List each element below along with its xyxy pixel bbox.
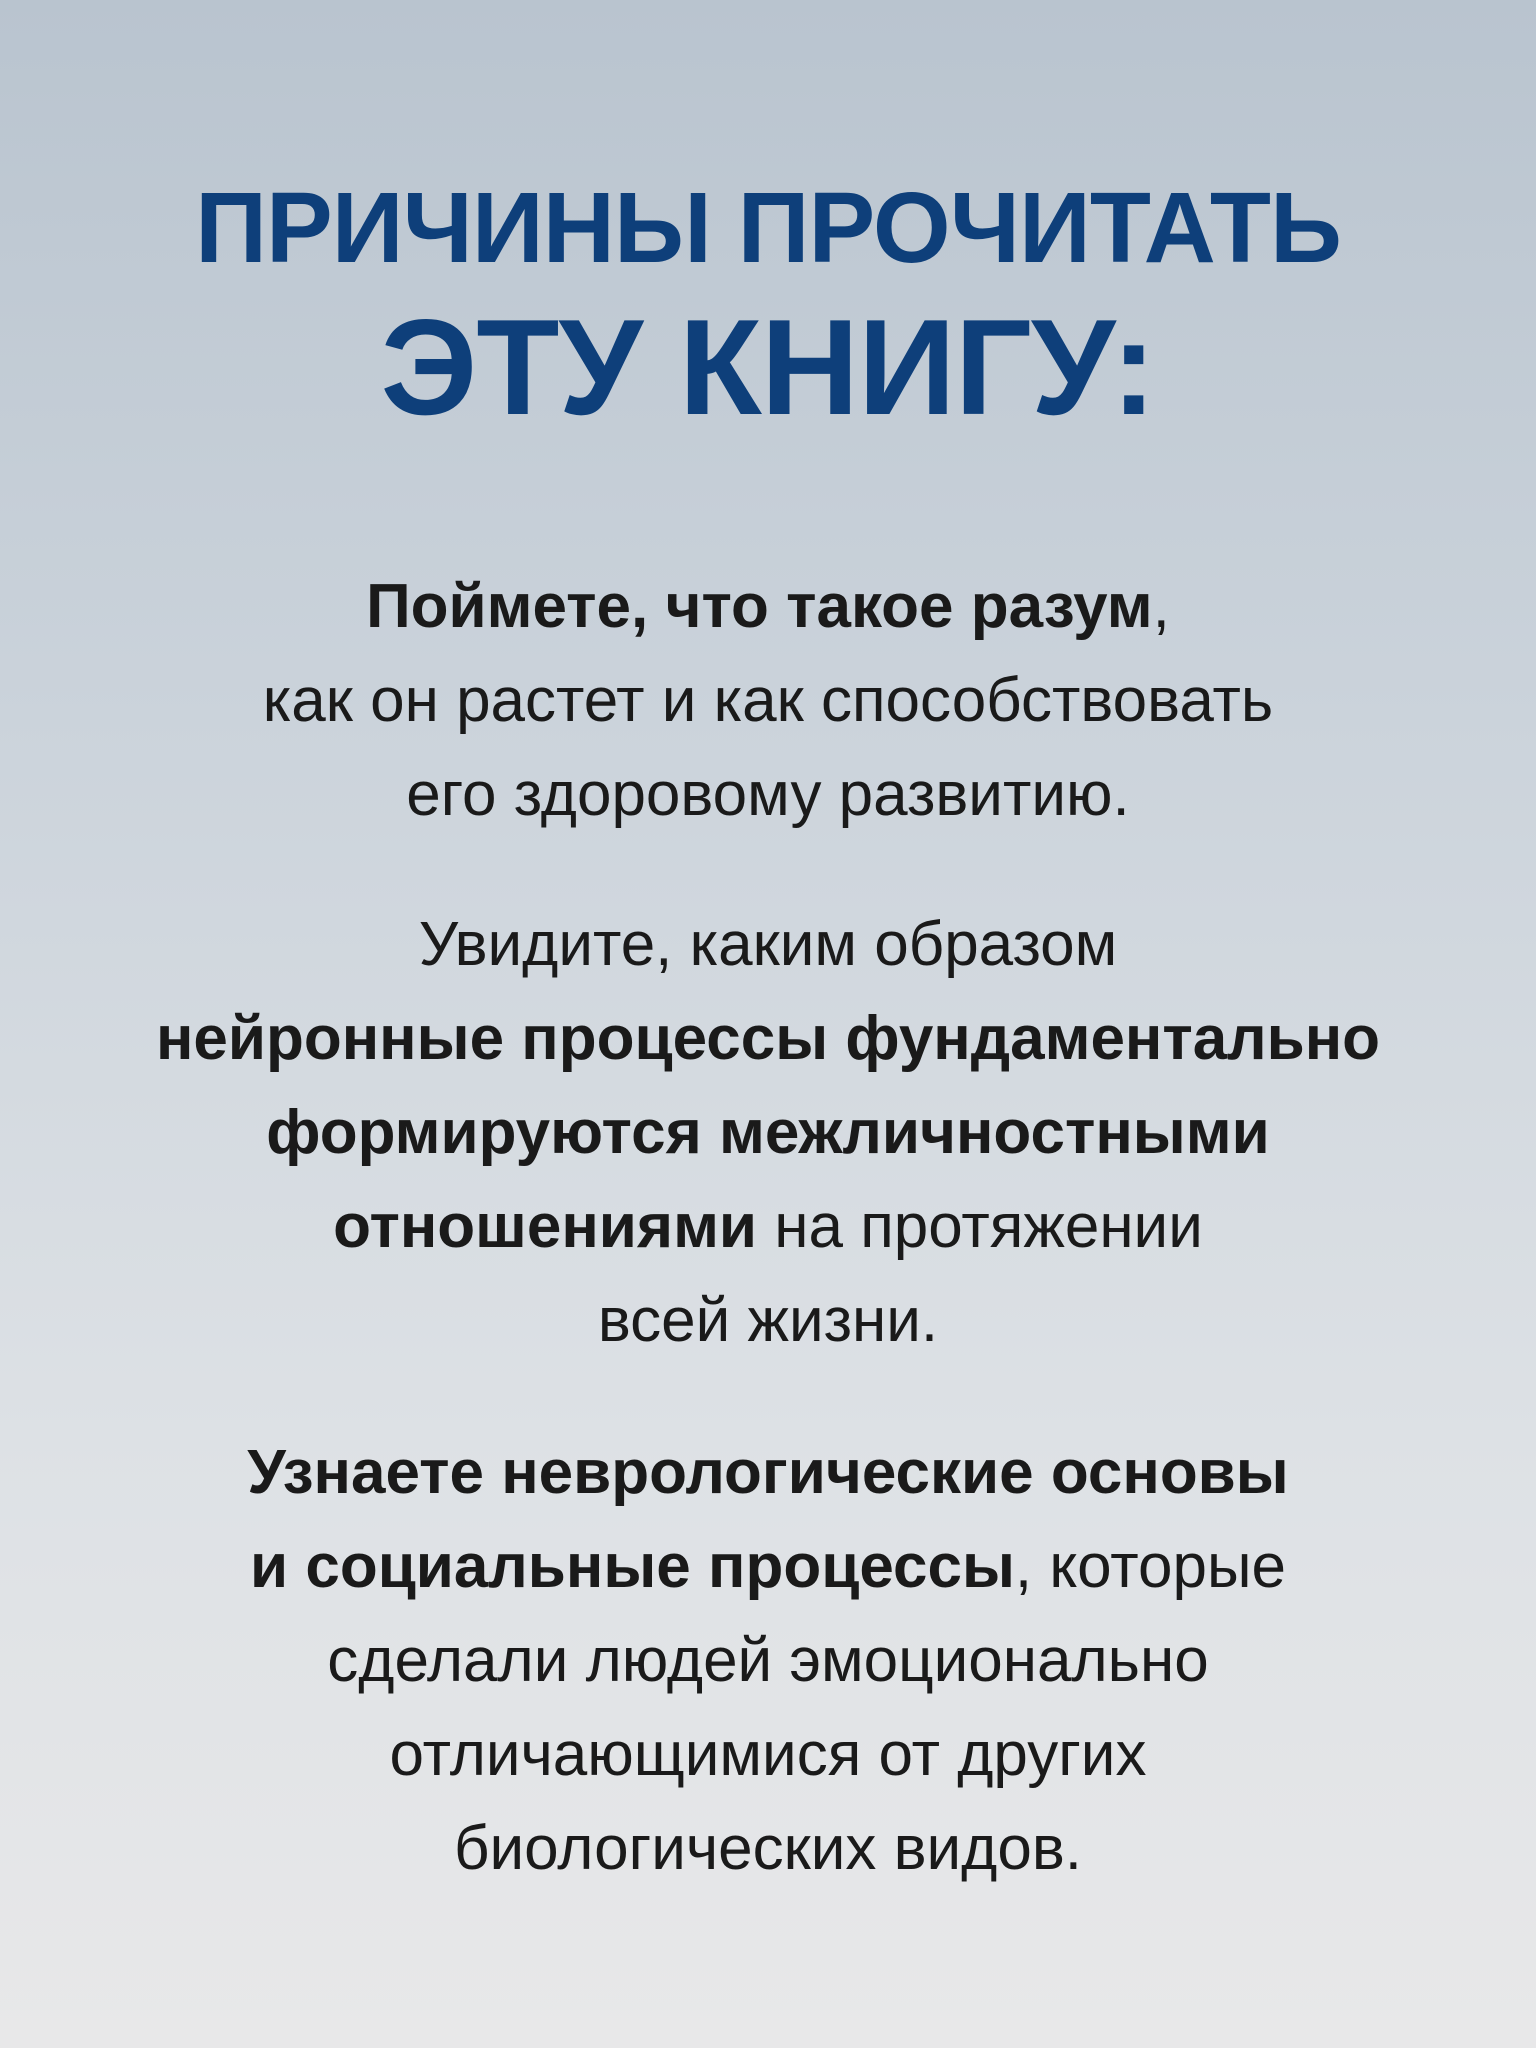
heading-line-2: ЭТУ КНИГУ:: [380, 291, 1156, 443]
reason-text: ,: [1152, 572, 1170, 641]
reason-2-line-2: [0, 992, 1536, 1086]
reason-2-line-4: [0, 1180, 1536, 1274]
reason-text: его здоровому развитию.: [406, 760, 1130, 829]
reason-text: биологических видов.: [453, 1814, 1083, 1883]
reason-2-line-3: [0, 1086, 1536, 1180]
reason-3-line-1: [0, 1426, 1536, 1520]
reason-text: отношениями: [333, 1192, 758, 1261]
reason-block-1: [0, 560, 1536, 842]
heading-line-1: ПРИЧИНЫ ПРОЧИТАТЬ: [195, 172, 1341, 284]
reason-3-line-4: [0, 1708, 1536, 1802]
reason-text: отличающимися от других: [389, 1720, 1147, 1789]
reason-3-line-5: [0, 1802, 1536, 1896]
reason-1-line-1: [0, 560, 1536, 654]
reason-1-line-3: [0, 748, 1536, 842]
reason-block-2: [0, 898, 1536, 1368]
reason-text: сделали людей эмоционально: [327, 1626, 1209, 1695]
reason-text: и социальные процессы: [250, 1532, 1015, 1601]
reason-text: , которые: [1014, 1532, 1286, 1601]
reason-3-line-3: [0, 1614, 1536, 1708]
reason-block-3: [0, 1426, 1536, 1896]
reason-text: Узнаете неврологические основы: [247, 1438, 1289, 1507]
reason-2-line-5: [0, 1274, 1536, 1368]
reason-text: нейронные процессы фундаментально: [155, 1004, 1381, 1073]
reason-text: как он растет и как способствовать: [262, 666, 1274, 735]
reason-1-line-2: [0, 654, 1536, 748]
reason-text: Поймете, что такое разум: [366, 572, 1153, 641]
reason-text: всей жизни.: [597, 1286, 939, 1355]
reason-text: формируются межличностными: [266, 1098, 1270, 1167]
reason-3-line-2: [0, 1520, 1536, 1614]
reason-text: на протяжении: [757, 1192, 1203, 1261]
reason-2-line-1: [0, 898, 1536, 992]
reason-text: Увидите, каким образом: [418, 910, 1118, 979]
